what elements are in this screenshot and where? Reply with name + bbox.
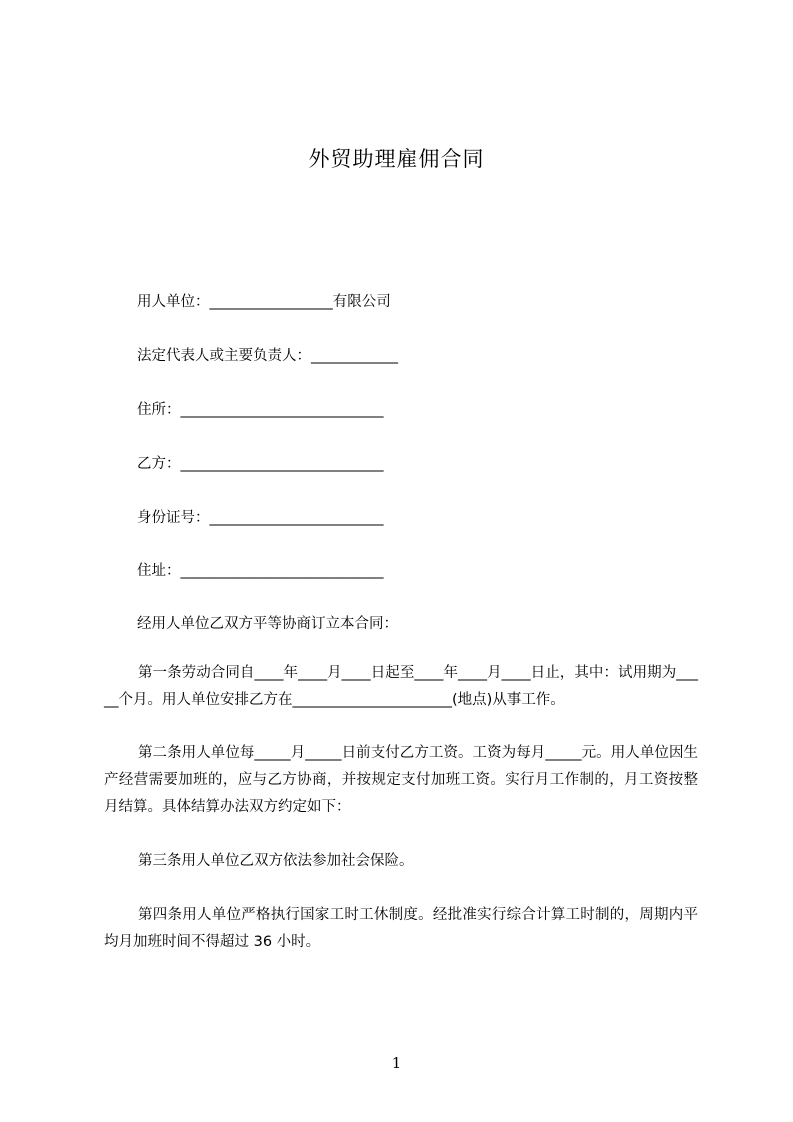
article-3: 第三条用人单位乙双方依法参加社会保险。 xyxy=(138,853,414,869)
intro-paragraph: 经用人单位乙双方平等协商订立本合同： xyxy=(137,616,398,632)
page-number: 1 xyxy=(391,1054,402,1072)
party-b-address-field: 住址：____________________________ xyxy=(137,563,384,579)
legal-rep-field: 法定代表人或主要负责人：____________ xyxy=(137,348,398,364)
employer-address-field: 住所：____________________________ xyxy=(137,402,384,418)
document-title: 外贸助理雇佣合同 xyxy=(308,147,485,171)
employer-field: 用人单位：_________________有限公司 xyxy=(137,294,391,310)
article-1: 第一条劳动合同自____年____月____日起至____年____月____日止，其中：试用期为_____个月。用人单位安排乙方在______________________(地点)从事工作。 xyxy=(104,665,698,708)
party-b-field: 乙方：____________________________ xyxy=(137,456,384,472)
id-number-field: 身份证号：________________________ xyxy=(137,510,384,526)
article-2: 第二条用人单位每_____月_____日前支付乙方工资。工资为每月_____元。用人单位因生产经营需要加班的，应与乙方协商，并按规定支付加班工资。实行月工作制的，月工资按整月结算。具体结算办法双方约定如下： xyxy=(104,745,698,815)
article-4: 第四条用人单位严格执行国家工时工休制度。经批准实行综合计算工时制的，周期内平均月加班时间不得超过 36 小时。 xyxy=(104,907,698,950)
